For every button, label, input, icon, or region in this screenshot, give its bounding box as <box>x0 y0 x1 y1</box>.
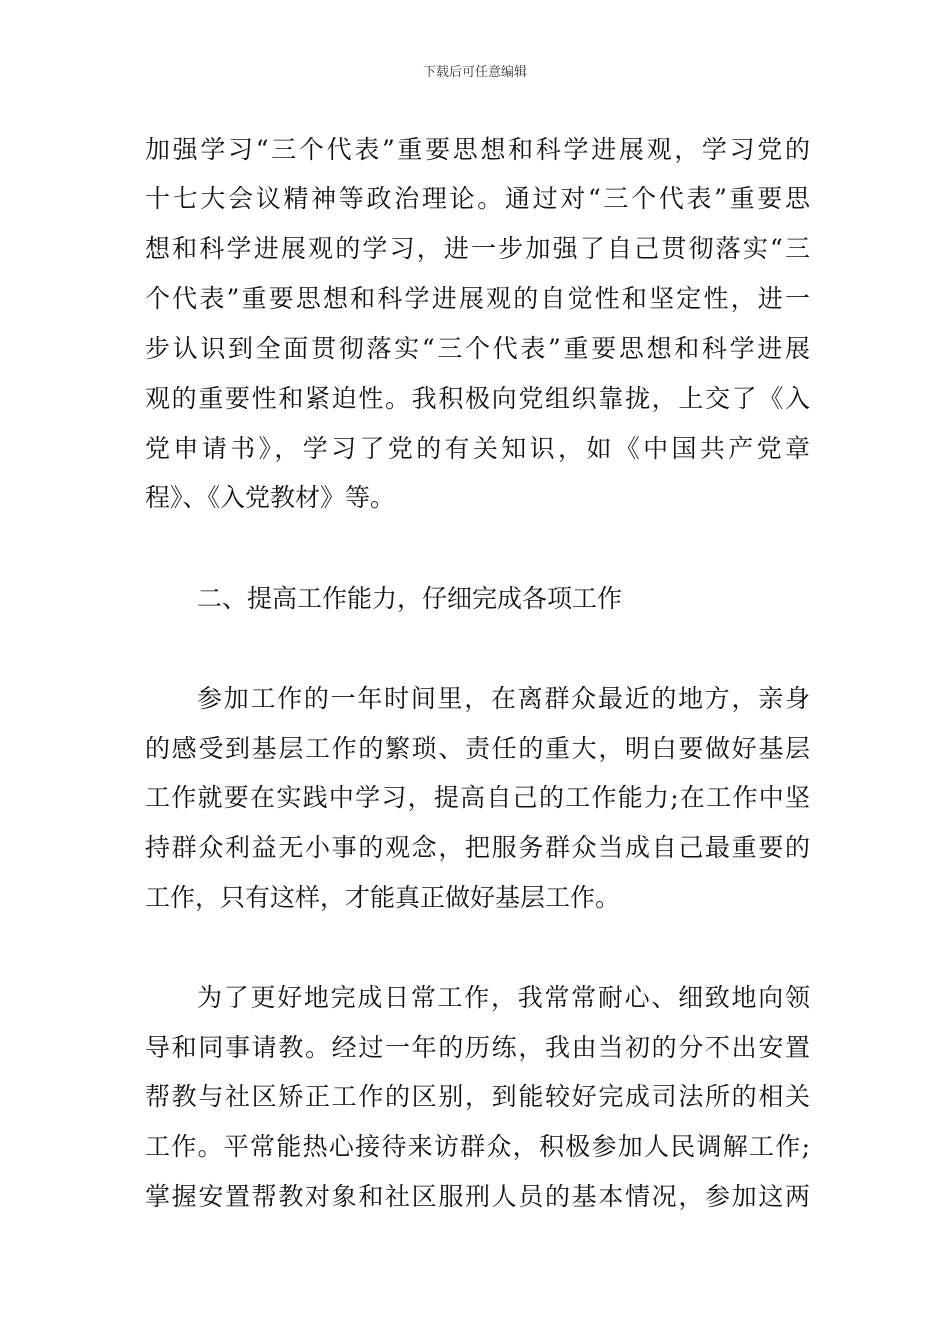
paragraph-line: 掌握安置帮教对象和社区服刑人员的基本情况，参加这两 <box>145 1182 810 1211</box>
paragraph-line: 观的重要性和紧迫性。我积极向党组织靠拢，上交了《入 <box>145 384 810 413</box>
paragraph-line: 的感受到基层工作的繁琐、责任的重大，明白要做好基层 <box>145 734 810 763</box>
paragraph-line: 帮教与社区矫正工作的区别，到能较好完成司法所的相关 <box>145 1082 810 1111</box>
paragraph-line: 党申请书》，学习了党的有关知识，如《中国共产党章 <box>145 434 810 463</box>
paragraph-line: 工作。平常能热心接待来访群众，积极参加人民调解工作; <box>145 1132 810 1161</box>
paragraph-line: 加强学习“三个代表”重要思想和科学进展观，学习党的 <box>145 135 810 164</box>
paragraph-line: 持群众利益无小事的观念，把服务群众当成自己最重要的 <box>145 833 810 862</box>
paragraph-line: 参加工作的一年时间里，在离群众最近的地方，亲身 <box>197 684 810 713</box>
paragraph-line: 导和同事请教。经过一年的历练，我由当初的分不出安置 <box>145 1033 810 1062</box>
paragraph-line: 为了更好地完成日常工作，我常常耐心、细致地向领 <box>197 983 810 1012</box>
section-heading: 二、提高工作能力，仔细完成各项工作 <box>197 584 623 613</box>
paragraph-line: 想和科学进展观的学习，进一步加强了自己贯彻落实“三 <box>145 234 810 263</box>
paragraph-line: 十七大会议精神等政治理论。通过对“三个代表”重要思 <box>145 184 810 213</box>
paragraph-line: 个代表”重要思想和科学进展观的自觉性和坚定性，进一 <box>145 284 810 313</box>
page-header: 下载后可任意编辑 <box>422 65 527 80</box>
paragraph-line: 工作就要在实践中学习，提高自己的工作能力;在工作中坚 <box>145 783 810 812</box>
paragraph-line: 工作，只有这样，才能真正做好基层工作。 <box>145 883 621 912</box>
paragraph-line: 程》、《入党教材》等。 <box>145 483 396 512</box>
paragraph-line: 步认识到全面贯彻落实“三个代表”重要思想和科学进展 <box>145 334 810 363</box>
